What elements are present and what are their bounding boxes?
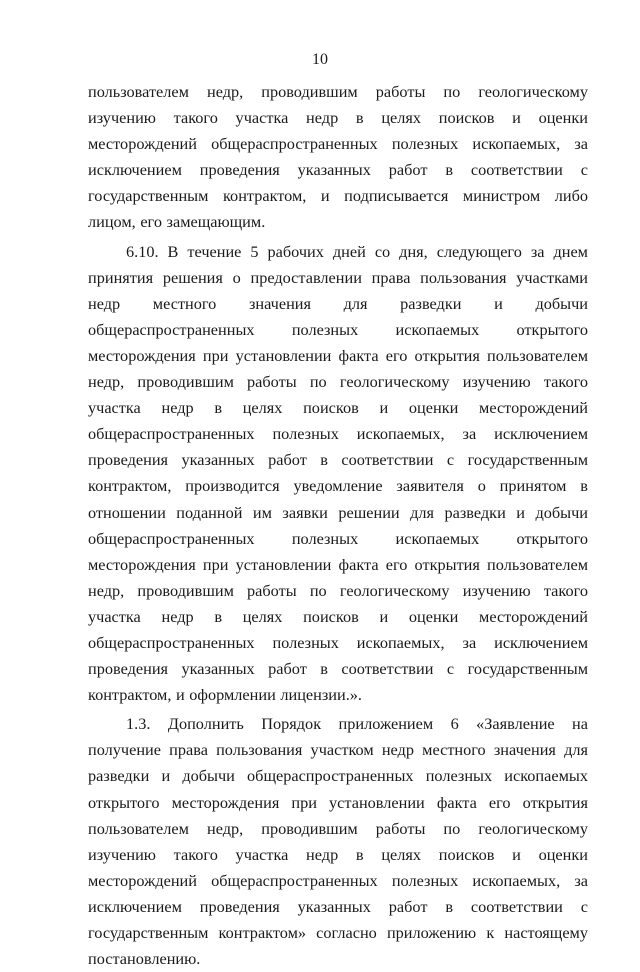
page-number: 10 <box>312 51 328 68</box>
paragraph-continuation: пользователем недр, проводившим работы по геологическому изучению такого участка недр в целях поисков и оценки месторождений общераспространенных полезных ископаемых, за исключением проведения указанных работ в соответствии с государственным контрактом, и подписывается министром либо лицом, его замещающим. <box>88 82 588 232</box>
paragraph-clause-1-3: 1.3. Дополнить Порядок приложением 6 «Заявление на получение права пользования участком недр местного значения для разведки и добычи общераспространенных полезных ископаемых открытого месторождения при установлении факта его открытия пользователем недр, проводившим работы по геологическому изучению такого участка недр в целях поисков и оценки месторождений общераспространенных полезных ископаемых, за исключением проведения указанных работ в соответствии с государственным контрактом» согласно приложению к настоящему постановлению. <box>88 714 588 969</box>
document-body <box>88 79 588 972</box>
paragraph-clause-6-10: 6.10. В течение 5 рабочих дней со дня, следующего за днем принятия решения о предоставлении права пользования участками недр местного значения для разведки и добычи общераспространенных полезных ископаемых открытого месторождения при установлении факта его открытия пользователем недр, проводившим работы по геологическому изучению такого участка недр в целях поисков и оценки месторождений общераспространенных полезных ископаемых, за исключением проведения указанных работ в соответствии с государственным контрактом, производится уведомление заявителя о принятом в отношении поданной им заявки решении для разведки и добычи общераспространенных полезных ископаемых открытого месторождения при установлении факта его открытия пользователем недр, проводившим работы по геологическому изучению такого участка недр в целях поисков и оценки месторождений общераспространенных полезных ископаемых, за исключением проведения указанных работ в соответствии с государственным контрактом, и оформлении лицензии.». <box>88 241 588 705</box>
